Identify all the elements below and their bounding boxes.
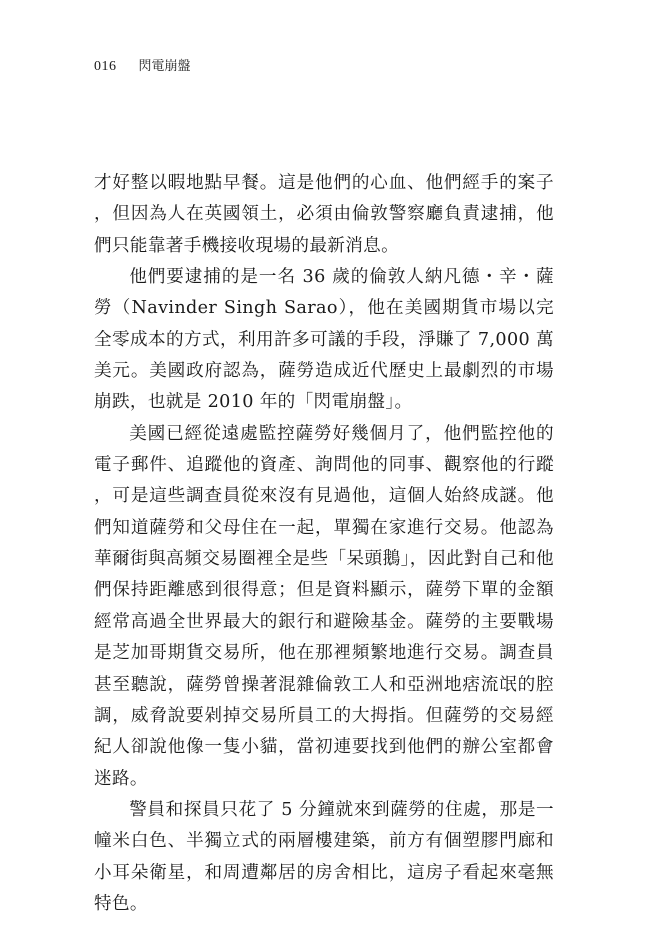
paragraph-1: 才好整以暇地點早餐。這是他們的心血、他們經手的案子，但因為人在英國領土，必須由倫敦警察廳負責逮捕，他們只能靠著手機接收現場的最新消息。 <box>94 173 554 256</box>
paragraph-4: 警員和探員只花了 5 分鐘就來到薩勞的住處，那是一幢米白色、半獨立式的兩層樓建築，前方有個塑膠門廊和小耳朵衛星，和周遭鄰居的房舍相比，這房子看起來毫無特色。 <box>94 799 554 914</box>
paragraph-2: 他們要逮捕的是一名 36 歲的倫敦人納凡德・辛・薩勞（Navinder Singh Sarao），他在美國期貨市場以完全零成本的方式，利用許多可議的手段，淨賺了 7,000 萬美元。美國政府認為，薩勞造成近代歷史上最劇烈的市場崩跌，也就是 2010 年的「閃電崩盤」。 <box>94 267 554 413</box>
page-number: 016 <box>94 59 117 74</box>
body-text <box>94 168 554 920</box>
running-title: 閃電崩盤 <box>138 59 191 74</box>
page-header <box>94 55 191 75</box>
paragraph-3: 美國已經從遠處監控薩勞好幾個月了，他們監控他的電子郵件、追蹤他的資產、詢問他的同事、觀察他的行蹤，可是這些調查員從來沒有見過他，這個人始終成謎。他們知道薩勞和父母住在一起，單獨在家進行交易。他認為華爾街與高頻交易圈裡全是些「呆頭鵝」，因此對自己和他們保持距離感到很得意；但是資料顯示，薩勞下單的金額經常高過全世界最大的銀行和避險基金。薩勞的主要戰場是芝加哥期貨交易所，他在那裡頻繁地進行交易。調查員甚至聽說，薩勞曾操著混雜倫敦工人和亞洲地痞流氓的腔調，威脅說要剁掉交易所員工的大拇指。但薩勞的交易經紀人卻說他像一隻小貓，當初連要找到他們的辦公室都會迷路。 <box>94 423 554 789</box>
